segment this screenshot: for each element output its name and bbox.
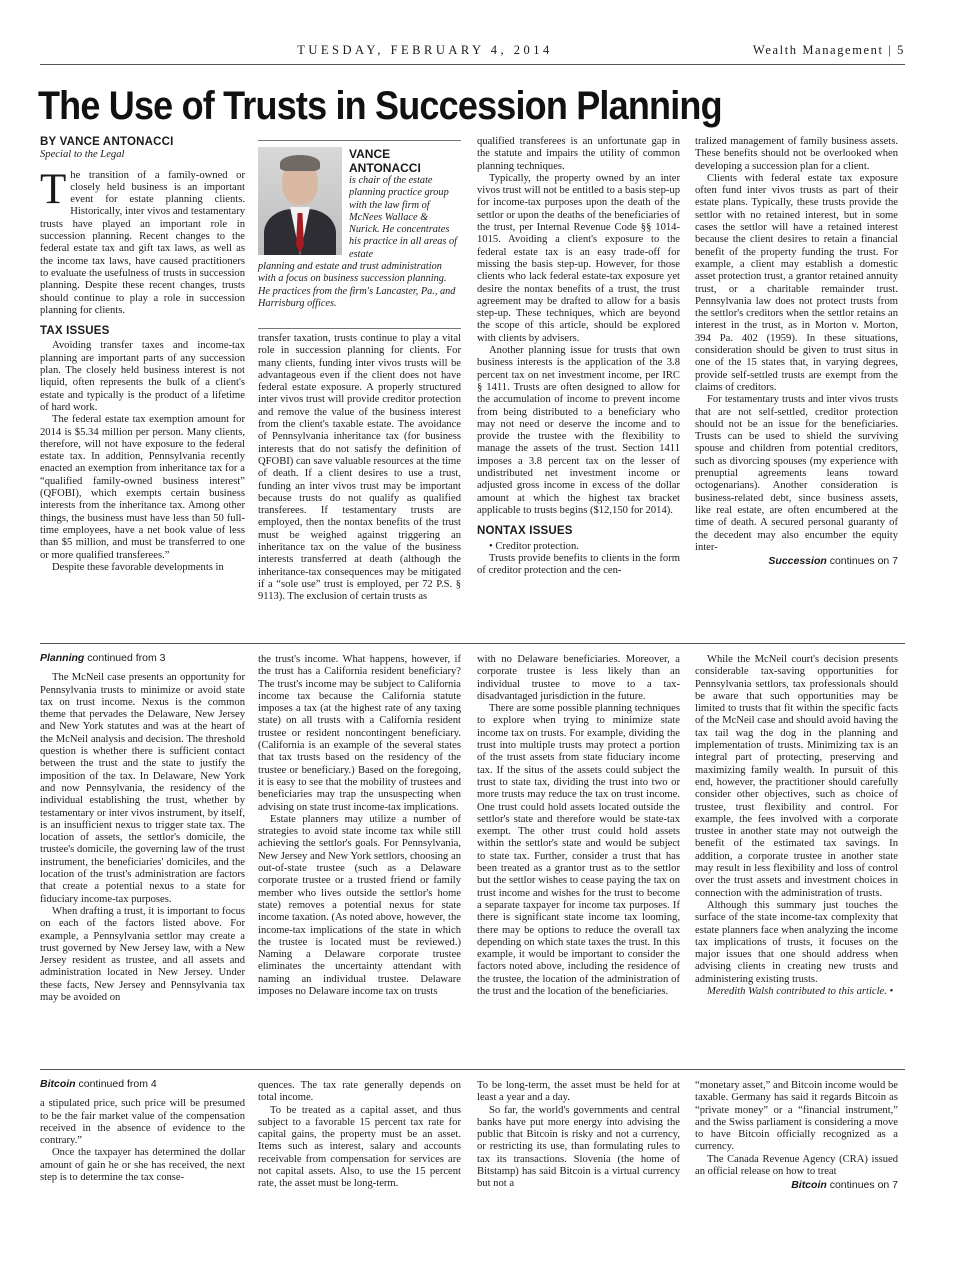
paragraph: Another planning issue for trusts that own business interests is the application of the 3.8 percent tax on net investment income, per IRC § 1411. Trusts are often designed to allow for the accumulation of income to prevent income from being distributed to a beneficiary who may not need or deserve the income and to provide the trustee with the flexibility to manage the assets of the trust. Section 1411 imposes a 3.8 percent tax on the lesser of undistributed net investment income or adjusted gross income in excess of the dollar amount at which the highest tax bracket applicable to trusts begins ($12,150 for 2014). (477, 345, 680, 516)
paragraph: Once the taxpayer has determined the dollar amount of gain he or she has received, the next step is to determine the tax conse- (40, 1147, 245, 1184)
author-box (258, 140, 461, 330)
planning-column-3 (477, 654, 680, 1060)
contributor-note: Meredith Walsh contributed to this article. • (707, 986, 894, 998)
continued-label-planning: Planning continued from 3 (40, 652, 166, 664)
page-header (40, 42, 905, 65)
paragraph: a stipulated price, such price will be presumed to be the fair market value of the compensation received in the absence of evidence to the contrary.” (40, 1098, 245, 1147)
paragraph: tralized management of family business assets. These benefits should not be overlooked when developing a succession plan for a client. (695, 136, 898, 172)
continued-label-bitcoin: Bitcoin continued from 4 (40, 1078, 157, 1090)
paragraph: So far, the world's governments and central banks have put more energy into advising the public that Bitcoin is risky and not a currency, or restricting its use, than formulating rules to tax its transactions. Slovenia (the home of Bitstamp) has said Bitcoin is a virtual currency but not a (477, 1104, 680, 1190)
paragraph: The federal estate tax exemption amount for 2014 is $5.34 million per person. Many clients, therefore, will not have exposure to the federal estate tax. In addition, Pennsylvania recently enacted an exemption from inheritance tax for a “qualified family-owned business interest” (QFOBI), which exempts certain business interests from the inheritance tax. Among other things, the business must have less than 50 full-time employees, have a net book value of less than $5 million, and must be transferred to one or more qualified transferees.” (40, 414, 245, 561)
lead-paragraph: The transition of a family-owned or closely held business is an important event for estate planning clients. Historically, inter vivos and testamentary trusts have played an important role in succession planning. Recent changes to the federal estate tax and gift tax laws, as well as the income tax laws, have caused practitioners to evaluate the usefulness of trusts in succession planning. Despite these recent changes, trusts should continue to play a role in succession planning for clients. (40, 165, 245, 316)
bitcoin-column-2 (258, 1080, 461, 1228)
bitcoin-column-3 (477, 1080, 680, 1228)
section-divider (40, 1069, 905, 1070)
paragraph: While the McNeil court's decision presents considerable tax-saving opportunities for Pennsylvania settlors, tax professionals should be aware that such opportunities may be limited to trusts that fit within the specific facts of the McNeil case and should avoid having the tax tail wag the dog in the planning and implementation of trusts. Minimizing tax is an integral part of protecting, preserving and maximizing family wealth. In pursuit of this end, however, the practitioner should carefully consider other objectives, such as choice of trustee, trust flexibility and control. For example, the fees involved with a corporate trustee in another state may not outweigh the benefit of the estimated tax savings. In addition, a corporate trustee in another state may result in less flexibility and loss of control over the trust assets and investment choices in connection with the administration of trusts. (695, 654, 898, 899)
paragraph: the trust's income. What happens, however, if the trust has a California resident beneficiary? The trust's income may be subject to California income tax because the California statute imposes a tax (at the highest rate of any taxing state) on all trusts with a California resident trustee or resident noncontingent beneficiary. (California is an example of the several states that tax trusts based on the residency of the trustee or beneficiary.) Based on the foregoing, it is easy to see that the mobility of trustees and beneficiaries may trap the unsuspecting when advising on state trust income-tax implications. (258, 654, 461, 813)
paragraph: To be treated as a capital asset, and thus subject to a favorable 15 percent tax rate for capital gains, the property must be an asset. Items such as interest, salary and accounts receivable from compensation for services are not capital assets. Also, to use the 15 percent rate, the asset must be long-term. (258, 1104, 461, 1190)
paragraph: Trusts provide benefits to clients in the form of creditor protection and the cen- (477, 552, 680, 577)
section-folio: Wealth Management | 5 (752, 43, 905, 57)
bitcoin-column-4 (695, 1080, 898, 1230)
article-column-4 (695, 136, 898, 628)
paragraph: To be long-term, the asset must be held for at least a year and a day. (477, 1080, 680, 1104)
planning-column-1 (40, 652, 245, 1060)
author-bio-continued: planning and estate and trust administration with a focus on business succession planning. He practices from the firm's Lancaster, Pa., and Harrisburg offices. (258, 261, 456, 309)
author-name: VANCE ANTONACCI (349, 147, 421, 175)
author-bio: is chair of the estate planning practice group with the law firm of McNees Wallace & Nurick. He concentrates his practice in all areas of estate (349, 175, 458, 260)
bitcoin-column-1 (40, 1078, 245, 1228)
paragraph: Despite these favorable developments in (52, 561, 224, 573)
byline-affiliation: Special to the Legal (40, 149, 125, 161)
paragraph: The Canada Revenue Agency (CRA) issued an official release on how to treat (695, 1153, 898, 1178)
paragraph: Avoiding transfer taxes and income-tax planning are important parts of any succession plan. The closely held business interest is not liquid, often represents the bulk of a client's estate and typically is the product of a lifetime of hard work. (40, 340, 245, 413)
subhead-tax-issues: TAX ISSUES (40, 325, 110, 338)
author-photo (258, 147, 342, 255)
planning-column-2 (258, 654, 461, 1060)
continues-link-bitcoin[interactable]: Bitcoin continues on 7 (791, 1179, 898, 1192)
bullet-item: • Creditor protection. (489, 540, 579, 552)
author-box-rule-bottom (258, 328, 461, 329)
paragraph: transfer taxation, trusts continue to play a vital role in succession planning for clients. For many clients, funding inter vivos trusts will be advantageous even if the client does not have federal estate exposure. A properly structured inter vivos trust will provide creditor protection and remove the value of the business interest from the client's taxable estate. The avoidance of Pennsylvania inheritance tax (for business interests that do not satisfy the definition of QFOBI) can save valuable resources at the time of death. If a client desires to use a trust, funding an inter vivos trust may be important because trusts do not qualify as qualified transferees. If testamentary trusts are employed, then the nontax benefits of the trust must be weighed against triggering an inheritance tax on the value of the business interests transferred at death (although the inheritance-tax consequences may be mitigated if a “sole use” trust is employed, per 72 P.S. § 9113). The exclusion of certain trusts as (258, 333, 461, 603)
paragraph: “monetary asset,” and Bitcoin income would be taxable. Germany has said it regards Bitcoin as “private money” or a “financial instrument,” and the Swiss parliament is considering a move to have Bitcoin officially recognized as a currency. (695, 1080, 898, 1153)
paragraph: qualified transferees is an unfortunate gap in the statute and impairs the utility of common planning techniques. (477, 136, 680, 172)
continues-link-succession[interactable]: Succession continues on 7 (768, 555, 898, 568)
article-column-1 (40, 136, 245, 626)
paragraph: with no Delaware beneficiaries. Moreover, a corporate trustee is less likely than an individual trustee to move to a tax-disadvantaged jurisdiction in the future. (477, 654, 680, 702)
subhead-nontax-issues: NONTAX ISSUES (477, 525, 573, 538)
byline: BY VANCE ANTONACCI (40, 136, 174, 148)
paragraph: For testamentary trusts and inter vivos trusts that are not self-settled, creditor protection should not be an issue for the beneficiaries. Trusts can be used to shield the surviving spouse and children from potential creditors, such as divorcing spouses (my experience with prenuptial agreements leans toward octogenarians). Another consideration is business-related debt, since business assets, like real estate, are often encumbered at the time of death. A secured personal guaranty of the decedent may also encumber the equity inter- (695, 394, 898, 553)
paragraph: Clients with federal estate tax exposure often fund inter vivos trusts as part of their estate plans. Typically, these trusts provide the settlor with no retained interest, but in some cases the settlor will have a retained interest because the client desires to retain a financial benefit of the property funding the trust. For example, a client may establish a domestic asset protection trust, a grantor retained annuity trust, or a charitable remainder trust. Pennsylvania law does not protect trusts from the settlor's creditors when the settlor retains an interest in the trust, as in Morton v. Morton, 394 Pa. 402 (1959). In these situations, consideration should be given to trust situs in one of the 15 states that, in varying degrees, provide self-settled trusts are exempt from the claims of creditors. (695, 172, 898, 393)
issue-date: TUESDAY, FEBRUARY 4, 2014 (297, 43, 553, 57)
paragraph: There are some possible planning techniques to explore when trying to minimize state income tax on trusts. For example, dividing the trust into multiple trusts may protect a portion of the trust assets from state fiduciary income tax. If the situs of the assets could subject the trust to state tax, dividing the trust into two or more trusts may reduce the tax on trust income. One trust could hold assets located outside the settlor's state and therefore would be state-tax exempt. The other trust could hold assets within the settlor's state and would be subject to state tax. Further, consider a trust that has been treated as a grantor trust as to the settlor but the settlor wishes to cease paying the tax on trust income and wishes for the trust to become a separate taxpayer for income tax purposes. If there is significant state income tax looming, there may be options to reduce the overall tax depending on which state taxes the trust. In this example, it would be important to consider the factors noted above, including the residence of the trustee, the location of the administration of the trust and the location of the beneficiaries. (477, 703, 680, 998)
section-divider (40, 643, 905, 644)
article-headline: The Use of Trusts in Succession Planning (38, 84, 722, 128)
drop-cap: T (40, 165, 67, 213)
article-column-3 (477, 136, 680, 626)
paragraph: The McNeil case presents an opportunity for Pennsylvania trusts to minimize or avoid state tax on trust income. Nexus is the common theme that pervades the Delaware, New Jersey and New York statutes and was at the heart of the McNeil analysis and decision. The threshold question is whether there is sufficient contact between the trust and the state to justify the imposition of the tax. In Delaware, New York and now Pennsylvania, the residency of the individual establishing the trust, whether by testamentary or inter vivos instrument, by itself, is an insufficient nexus to trigger state tax. The location of assets, the settlor's domicile, the trustee's domicile, the governing law of the trust instrument, the beneficiaries' domiciles, and the location of the trust's administration are factors that create a potential nexus to a state for fiduciary income-tax purposes. (40, 672, 245, 905)
paragraph: quences. The tax rate generally depends on total income. (258, 1080, 461, 1104)
article-column-2 (258, 333, 461, 626)
paragraph: When drafting a trust, it is important to focus on each of the factors listed above. For example, a Pennsylvania settlor may create a trust governed by New Jersey law, with a New Jersey resident as trustee, and all assets and administration located in New Jersey. Under these facts, New Jersey and Pennsylvania tax may be avoided on (40, 905, 245, 1004)
paragraph: Although this summary just touches the surface of the state income-tax complexity that estate planners face when analyzing the income tax implications of trusts, it focuses on the major issues that one should address when advising clients in creating new trusts and administering existing trusts. (695, 899, 898, 985)
planning-column-4 (695, 654, 898, 1060)
paragraph: Typically, the property owned by an inter vivos trust will not be entitled to a basis step-up for income-tax purposes upon the death of the settlor or upon the deaths of the beneficiaries of the trust, per Internal Revenue Code §§ 1014-1015. Avoiding a client's exposure to the federal estate tax is an easy trade-off for missing the basis step-up. However, for those clients who lack federal estate-tax exposure yet desire the nontax benefits of a trust, the trust agreement may be drafted to allow for a basis step-up. These techniques, which are beyond the scope of this article, should be explored with clients by advisers. (477, 172, 680, 344)
paragraph: Estate planners may utilize a number of strategies to avoid state income tax while still achieving the settlor's goals. For Pennsylvania, New Jersey and New York settlors, choosing an out-of-state trustee (such as a Delaware corporate trustee or a trusted friend or family member who lives outside the settlor's home state) removes a potential nexus for state income taxation. (As noted above, however, the income-tax implications of the state in which the trustee is located must be reviewed.) Naming a Delaware corporate trustee eliminates the uncertainty attendant with naming an individual trustee. Delaware imposes no Delaware income tax on trusts (258, 813, 461, 998)
